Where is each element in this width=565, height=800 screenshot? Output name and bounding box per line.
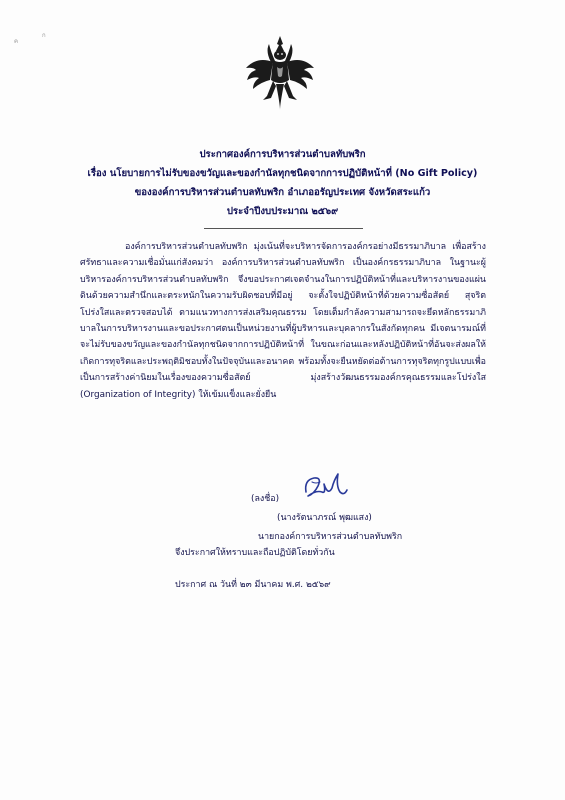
body-paragraph-2: จึงประกาศให้ทราบและถือปฏิบัติโดยทั่วกัน [175, 548, 335, 558]
announcement-issuer: ประกาศองค์การบริหารส่วนตำบลทับพริก [199, 149, 366, 160]
garuda-emblem-icon [243, 34, 317, 112]
announcement-date: ประกาศ ณ วันที่ ๒๓ มีนาคม พ.ศ. ๒๕๖๙ [175, 580, 331, 590]
paragraph-text: องค์การบริหารส่วนตำบลทับพริก มุ่งเน้นที่จะบริหารจัดการองค์กรอย่างมีธรรมาภิบาล เพื่อสร้างศรัทธาและความเชื่อมั่นแก่สังคมว่า องค์การบริหารส่วนตำบลทับพริก เป็นองค์กรธรรมาภิบาล ในฐานะผู้บริหารองค์การบริหารส่วนตำบลทับพริก จึงขอประกาศเจตจำนงในการปฏิบัติหน้าที่และบริหารงานของแผ่นดินด้วยความสำนึกและตระหนักในความรับผิดชอบที่มีอยู่ จะตั้งใจปฏิบัติหน้าที่ด้วยความซื่อสัตย์ สุจริตโปร่งใสและตรวจสอบได้ ตามแนวทางการส่งเสริมคุณธรรม โดยเต็มกำลังความสามารถจะยึดหลักธรรมาภิบาลในการบริหารงานและขอประกาศตนเป็นหน่วยงานที่ผู้บริหารและบุคลากรในสังกัดทุกคน มีเจตนารมณ์ที่จะไม่รับของขวัญและของกำนัลทุกชนิดจากการปฏิบัติหน้าที่ ในขณะก่อนและหลังปฏิบัติหน้าที่อันจะส่งผลให้เกิดการทุจริตและประพฤติมิชอบทั้งในปัจจุบันและอนาคต พร้อมทั้งจะยืนหยัดต่อต้านการทุจริตทุกรูปแบบเพื่อเป็นการสร้างค่านิยมในเรื่องของความซื่อสัตย์ มุ่งสร้างวัฒนธรรมองค์กรคุณธรรมและโปร่งใส (Organization of Integrity) ให้เข้มแข็งและยั่งยืน [80, 242, 486, 400]
header-divider [204, 228, 363, 229]
handwritten-signature [300, 470, 350, 504]
announcement-organization: ขององค์การบริหารส่วนตำบลทับพริก อำเภออรัญประเทศ จังหวัดสระแก้ว [134, 187, 431, 198]
scan-mark-left: ค [14, 38, 19, 45]
announcement-subject: เรื่อง นโยบายการไม่รับของขวัญและของกำนัลทุกชนิดจากการปฏิบัติหน้าที่ (No Gift Policy) [87, 168, 478, 179]
scan-mark-right: ก [42, 32, 46, 39]
announcement-fiscal-year: ประจำปีงบประมาณ ๒๕๖๙ [226, 206, 339, 217]
signatory-name: (นางรัตนาภรณ์ พุฒแสง) [277, 513, 372, 523]
signatory-position: นายกองค์การบริหารส่วนตำบลทับพริก [258, 532, 403, 542]
body-paragraph-1 [80, 239, 486, 403]
signed-label: (ลงชื่อ) [251, 494, 280, 504]
